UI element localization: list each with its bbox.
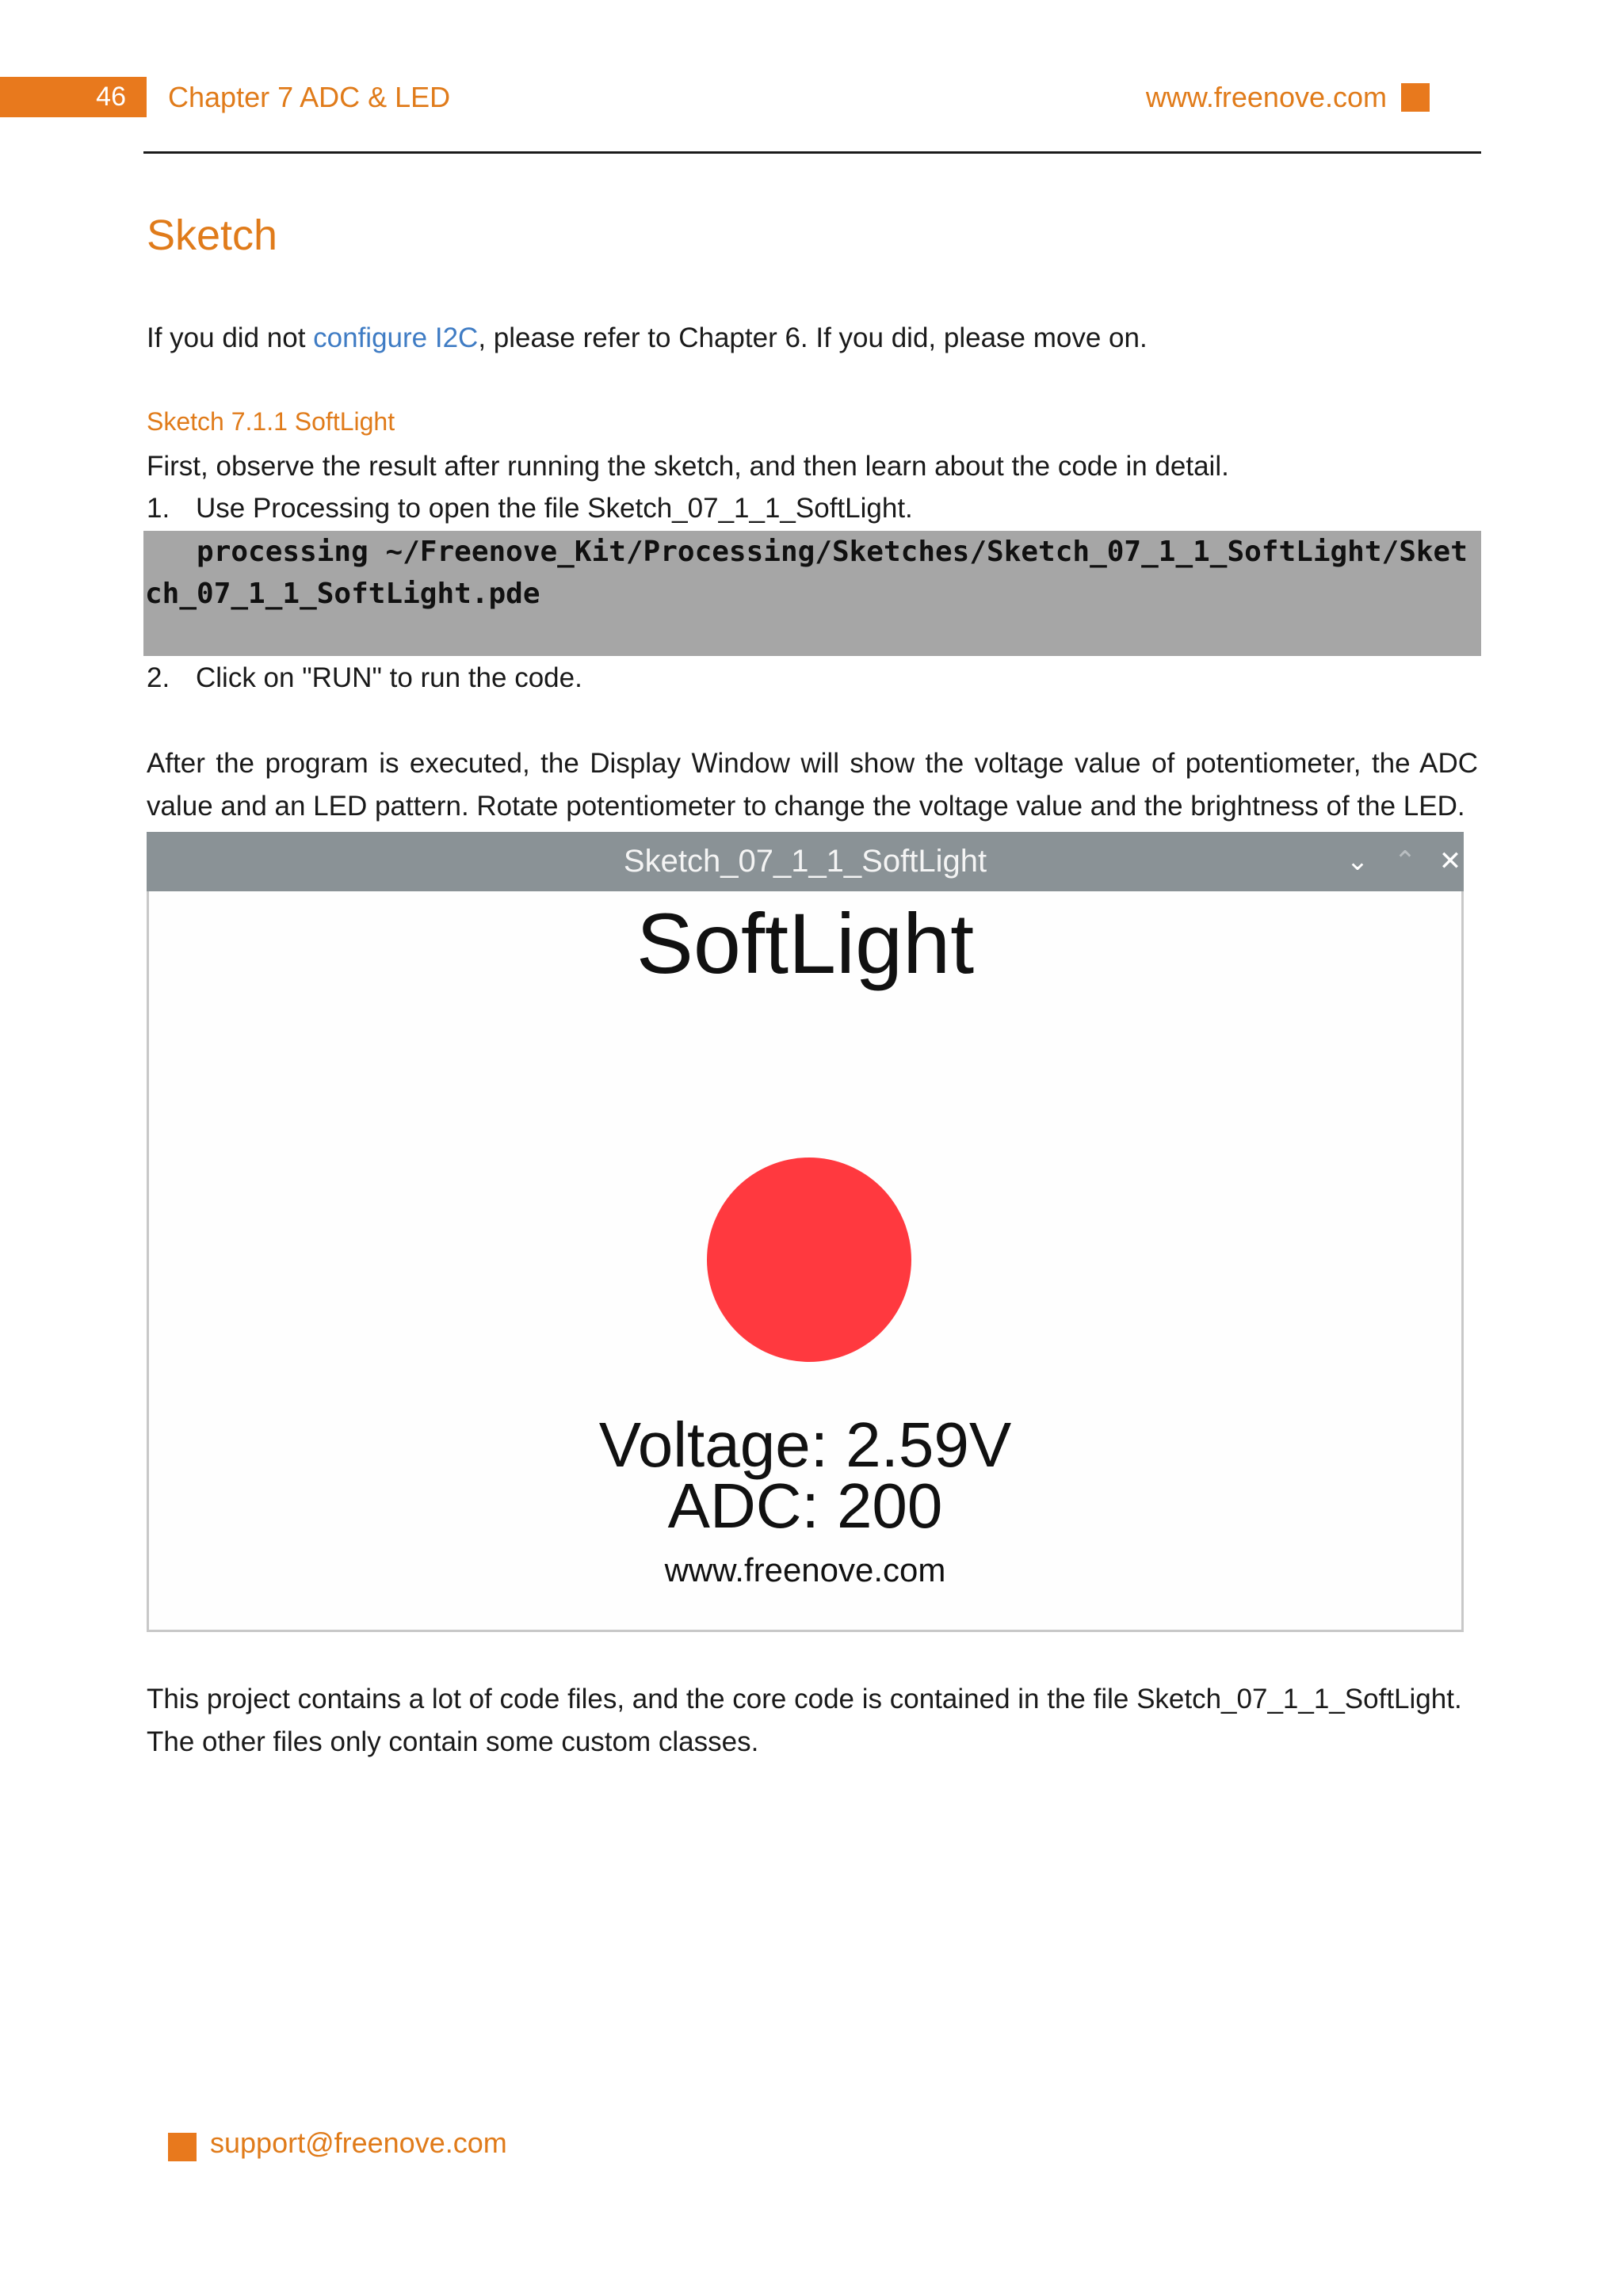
intro-paragraph: [147, 317, 1478, 360]
maximize-icon[interactable]: ⌃: [1393, 846, 1417, 876]
step-1: [147, 487, 913, 530]
footer-square-icon: [168, 2133, 197, 2161]
section-title: Sketch: [147, 212, 278, 259]
closing-paragraph: This project contains a lot of code files, and the core code is contained in the file Sketch_07_1_1_SoftLight. The other files only contain some custom classes.: [147, 1684, 1462, 1757]
step-2-number: 2.: [147, 662, 170, 693]
result-paragraph: After the program is executed, the Display Window will show the voltage value of potentiometer, the ADC value and an LED pattern. Rotate potentiometer to change the voltage value and the brightness of the LED.: [147, 748, 1478, 822]
display-window: [147, 832, 1464, 1632]
support-email-link[interactable]: support@freenove.com: [210, 2126, 507, 2159]
led-indicator: [707, 1158, 911, 1362]
header-divider: [143, 151, 1481, 154]
header-website-link[interactable]: www.freenove.com: [1145, 81, 1387, 113]
sketch-label: Sketch 7.1.1 SoftLight: [147, 407, 395, 436]
header-square-icon: [1401, 83, 1430, 112]
page-number: 46: [0, 77, 147, 117]
step-1-number: 1.: [147, 493, 170, 524]
voltage-readout: Voltage: 2.59V: [598, 1409, 1012, 1480]
intro-text-start: If you did not: [147, 322, 314, 353]
app-title: SoftLight: [636, 895, 975, 991]
intro-text-end: , please refer to Chapter 6. If you did, please move on.: [478, 322, 1148, 353]
step-2: [147, 657, 582, 700]
configure-i2c-link[interactable]: configure I2C: [313, 322, 479, 353]
step-2-text: Click on "RUN" to run the code.: [196, 662, 582, 693]
code-block: processing ~/Freenove_Kit/Processing/Sketches/Sketch_07_1_1_SoftLight/Sketch_07_1_1_SoftLight.pde: [143, 531, 1481, 656]
window-titlebar: [147, 832, 1464, 891]
window-website: www.freenove.com: [664, 1551, 946, 1589]
window-title: Sketch_07_1_1_SoftLight: [623, 844, 987, 879]
adc-readout: ADC: 200: [667, 1470, 943, 1541]
close-icon[interactable]: ✕: [1438, 846, 1462, 876]
step-1-text: Use Processing to open the file Sketch_07_1_1_SoftLight.: [196, 493, 913, 524]
chapter-title: Chapter 7 ADC & LED: [168, 81, 451, 113]
minimize-icon[interactable]: ⌄: [1346, 846, 1369, 876]
observe-paragraph: First, observe the result after running the sketch, and then learn about the code in detail.: [147, 451, 1229, 482]
